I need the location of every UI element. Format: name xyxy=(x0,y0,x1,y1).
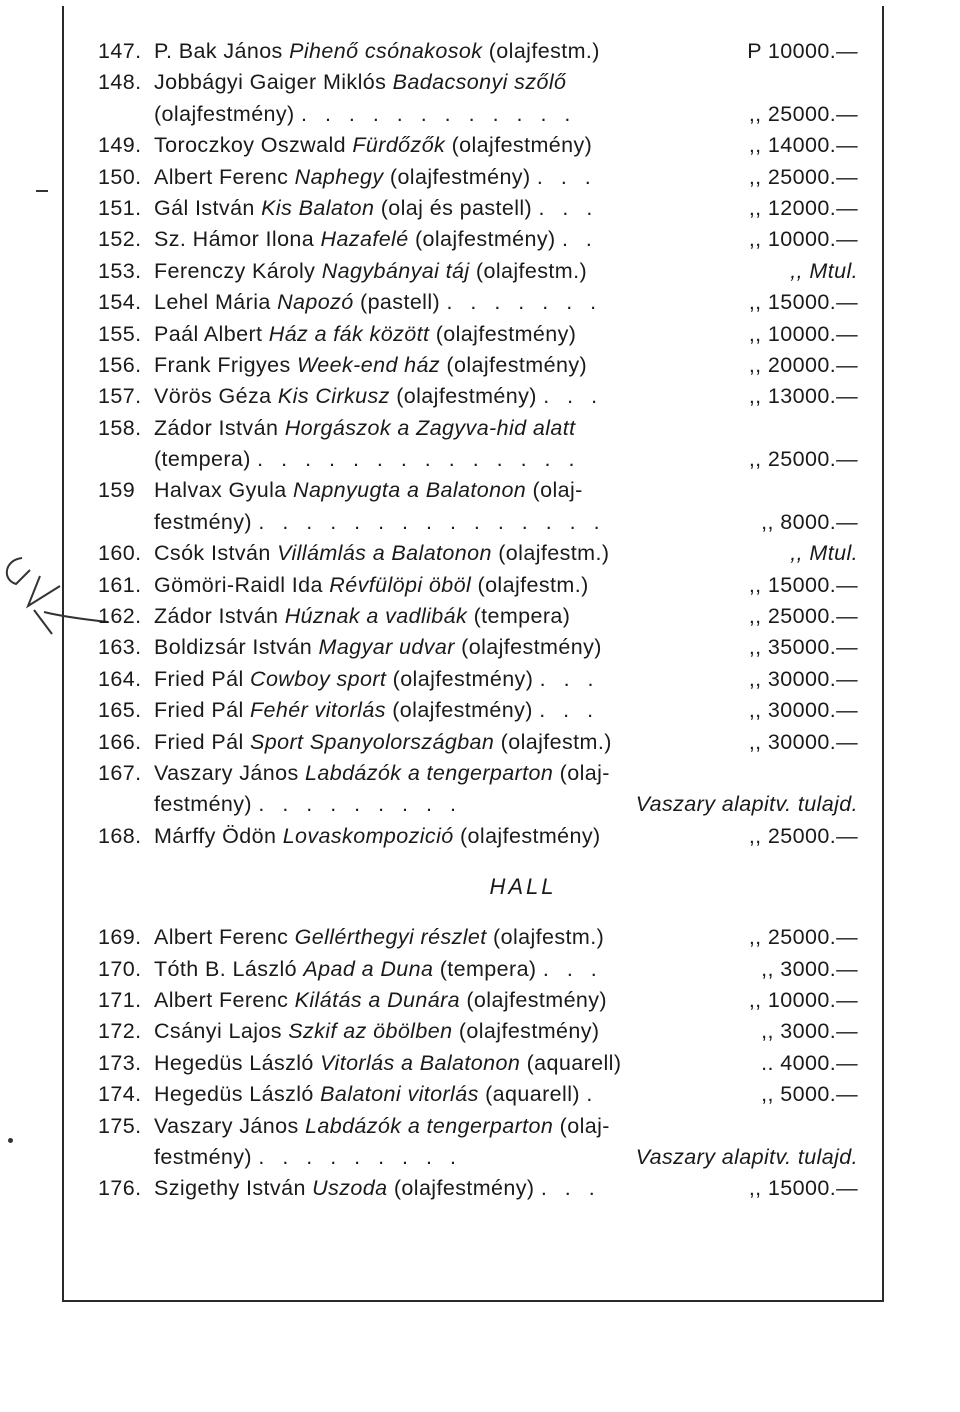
entry-number: 148. xyxy=(98,70,142,95)
entry-line xyxy=(98,350,858,381)
artwork-medium: (olajfestmény) xyxy=(154,101,295,126)
artist-name: Szigethy István xyxy=(154,1176,306,1201)
catalog-entry xyxy=(98,350,858,381)
artist-name: Hegedüs László xyxy=(154,1082,314,1107)
entry-text xyxy=(154,538,858,569)
artist-name: Tóth B. László xyxy=(154,956,298,981)
entry-number: 168. xyxy=(98,823,142,848)
entry-line xyxy=(98,821,858,852)
artwork-title: Fürdőzők xyxy=(352,133,446,158)
artwork-title: Sport Spanyolországban xyxy=(250,729,495,754)
artwork-price: ,, 13000.— xyxy=(745,381,858,412)
leader-dots: . . . xyxy=(538,195,599,220)
artwork-medium: (olajfestmény) xyxy=(446,352,588,377)
entry-line xyxy=(98,130,858,161)
artist-name: Zádor István xyxy=(154,604,279,629)
artwork-title: Kis Balaton xyxy=(261,195,375,220)
artwork-title: Gellérthegyi részlet xyxy=(294,925,487,950)
artwork-price: ,, 15000.— xyxy=(745,287,858,318)
artwork-medium: (pastell) xyxy=(360,290,441,315)
artwork-price: Vaszary alapitv. tulajd. xyxy=(632,789,858,820)
entry-line xyxy=(98,664,858,695)
entry-line xyxy=(98,287,858,318)
entry-line xyxy=(98,954,858,985)
catalog-entry xyxy=(98,821,858,852)
entry-line xyxy=(98,1173,858,1204)
artwork-medium: festmény) xyxy=(154,1144,252,1169)
leader-dots: . . . xyxy=(543,384,604,409)
artwork-medium: (olajfestmény) xyxy=(435,321,577,346)
artwork-title: Nagybányai táj xyxy=(321,258,470,283)
entry-number: 152. xyxy=(98,227,142,252)
entry-text xyxy=(154,1079,858,1110)
artwork-price: ,, 12000.— xyxy=(745,193,858,224)
artwork-price: .. 4000.— xyxy=(757,1048,858,1079)
artwork-title: Ház a fák között xyxy=(268,321,430,346)
artwork-title: Badacsonyi szőlő xyxy=(392,70,567,95)
artwork-price: ,, 30000.— xyxy=(745,664,858,695)
artwork-price: ,, 8000.— xyxy=(757,507,858,538)
artwork-price: ,, Mtul. xyxy=(786,538,858,569)
entry-number: 166. xyxy=(98,729,142,754)
artwork-title: Fehér vitorlás xyxy=(250,698,386,723)
artist-name: Csók István xyxy=(154,541,271,566)
catalog-entry xyxy=(98,922,858,953)
artwork-title: Balatoni vitorlás xyxy=(320,1082,479,1107)
catalog-entry xyxy=(98,1016,858,1047)
entry-line xyxy=(98,758,858,789)
entry-line xyxy=(98,319,858,350)
artist-name: Toroczkoy Oszwald xyxy=(154,133,346,158)
entry-line xyxy=(98,601,858,632)
entry-number: 158. xyxy=(98,415,142,440)
catalog-entry xyxy=(98,538,858,569)
entry-line-continued xyxy=(98,507,858,538)
artwork-price: ,, 10000.— xyxy=(745,224,858,255)
artist-name: P. Bak János xyxy=(154,39,283,63)
artwork-price: ,, 5000.— xyxy=(757,1079,858,1110)
artwork-title: Uszoda xyxy=(312,1176,388,1201)
artwork-title: Pihenő csónakosok xyxy=(289,39,483,63)
entry-line xyxy=(98,475,858,506)
leader-dots: . . . xyxy=(540,1176,601,1201)
entry-text xyxy=(154,507,858,538)
catalog-entry xyxy=(98,413,858,476)
artist-name: Albert Ferenc xyxy=(154,925,289,950)
artwork-price: ,, 15000.— xyxy=(745,570,858,601)
entry-number: 176. xyxy=(98,1176,142,1201)
artwork-price: ,, 10000.— xyxy=(745,985,858,1016)
entry-number: 165. xyxy=(98,698,142,723)
artwork-price: ,, 20000.— xyxy=(745,350,858,381)
entry-line xyxy=(98,224,858,255)
artwork-medium: (olajfestmény) xyxy=(392,666,534,691)
artwork-medium: (olajfestm.) xyxy=(488,39,600,63)
artist-name: Márffy Ödön xyxy=(154,823,277,848)
artwork-medium: (aquarell) xyxy=(485,1082,580,1107)
catalog-entry xyxy=(98,1048,858,1079)
entry-line xyxy=(98,162,858,193)
artwork-medium: (aquarell) xyxy=(526,1050,622,1075)
entry-line xyxy=(98,36,858,67)
entry-line-continued xyxy=(98,789,858,820)
leader-dots: . . . . . . . . . . . . . . . xyxy=(258,509,606,534)
entry-number: 155. xyxy=(98,321,142,346)
leader-dots: . xyxy=(586,1082,599,1107)
artist-name: Zádor István xyxy=(154,415,279,440)
entry-line xyxy=(98,67,858,98)
artwork-price: ,, 30000.— xyxy=(745,695,858,726)
artist-name: Vaszary János xyxy=(154,1113,299,1138)
artwork-price: ,, 35000.— xyxy=(745,632,858,663)
artwork-title: Révfülöpi öböl xyxy=(329,572,472,597)
artwork-medium: (olajfestmény) xyxy=(414,227,556,252)
artist-name: Fried Pál xyxy=(154,666,244,691)
artist-name: Vaszary János xyxy=(154,760,299,785)
entry-number: 175. xyxy=(98,1113,142,1138)
entry-text xyxy=(154,256,858,287)
entry-line xyxy=(98,1048,858,1079)
artist-name: Boldizsár István xyxy=(154,635,313,660)
artist-name: Albert Ferenc xyxy=(154,987,289,1012)
artwork-price: ,, 14000.— xyxy=(745,130,858,161)
entry-line xyxy=(98,695,858,726)
entry-number: 163. xyxy=(98,635,142,660)
entry-number: 150. xyxy=(98,164,142,189)
artist-name: Jobbágyi Gaiger Miklós xyxy=(154,70,387,95)
artwork-price: ,, 25000.— xyxy=(745,444,858,475)
leader-dots: . . xyxy=(561,227,598,252)
artwork-medium: (tempera) xyxy=(439,956,537,981)
artist-name: Frank Frigyes xyxy=(154,352,291,377)
catalog-entry xyxy=(98,695,858,726)
artwork-title: Napozó xyxy=(277,290,354,315)
entry-number: 161. xyxy=(98,572,142,597)
artist-name: Sz. Hámor Ilona xyxy=(154,227,315,252)
artwork-title: Kilátás a Dunára xyxy=(294,987,460,1012)
entry-number: 156. xyxy=(98,352,142,377)
leader-dots: . . . xyxy=(542,956,603,981)
entry-line xyxy=(98,727,858,758)
artist-name: Ferenczy Károly xyxy=(154,258,316,283)
catalog-entry xyxy=(98,381,858,412)
artwork-medium: (olajfestmény) xyxy=(389,164,531,189)
entry-number: 160. xyxy=(98,541,142,566)
artwork-medium: (olaj és pastell) xyxy=(380,195,533,220)
entry-text xyxy=(154,954,858,985)
artwork-price: P 10000.— xyxy=(743,36,858,67)
leader-dots: . . . . . . . . . . . . . . xyxy=(257,447,581,472)
catalog-list xyxy=(98,36,858,1205)
entry-number: 169. xyxy=(98,925,142,950)
catalog-entries-hall xyxy=(98,922,858,1205)
artwork-title: Labdázók a tengerparton xyxy=(305,760,554,785)
artwork-title: Napnyugta a Balatonon xyxy=(293,478,527,503)
entry-line-continued xyxy=(98,444,858,475)
artwork-medium: festmény) xyxy=(154,509,252,534)
entry-line xyxy=(98,381,858,412)
artist-name: Lehel Mária xyxy=(154,290,271,315)
entry-line xyxy=(98,570,858,601)
entry-text xyxy=(154,758,858,789)
entry-line-continued xyxy=(98,99,858,130)
catalog-entry xyxy=(98,224,858,255)
artist-name: Csányi Lajos xyxy=(154,1019,282,1044)
entry-text xyxy=(154,1111,858,1142)
catalog-entry xyxy=(98,1111,858,1174)
leader-dots: . . . xyxy=(539,698,600,723)
margin-dot xyxy=(8,1138,13,1143)
catalog-entry xyxy=(98,570,858,601)
artwork-medium: (olajfestmény) xyxy=(459,823,601,848)
catalog-entry xyxy=(98,475,858,538)
artwork-price: ,, 3000.— xyxy=(757,1016,858,1047)
artist-name: Gál István xyxy=(154,195,255,220)
entry-number: 154. xyxy=(98,290,142,315)
section-heading: HALL xyxy=(489,874,557,900)
catalog-entry xyxy=(98,36,858,67)
entry-text xyxy=(154,1016,858,1047)
entry-line xyxy=(98,1079,858,1110)
catalog-entry xyxy=(98,67,858,130)
leader-dots: . . . . . . . xyxy=(446,290,603,315)
entry-number: 153. xyxy=(98,258,142,283)
entry-number: 171. xyxy=(98,987,142,1012)
artwork-medium: (olajfestmény) xyxy=(396,384,537,409)
artwork-title: Villámlás a Balatonon xyxy=(277,541,492,566)
entry-number: 173. xyxy=(98,1050,142,1075)
artwork-title: Kis Cirkusz xyxy=(277,384,390,409)
catalog-entry xyxy=(98,193,858,224)
artist-name: Hegedüs László xyxy=(154,1050,314,1075)
entry-number: 157. xyxy=(98,384,142,409)
catalog-entry xyxy=(98,985,858,1016)
artwork-title: Lovaskompozició xyxy=(282,823,454,848)
artwork-title: Cowboy sport xyxy=(250,666,387,691)
artist-name: Fried Pál xyxy=(154,698,244,723)
entry-line xyxy=(98,413,858,444)
artwork-price: ,, 25000.— xyxy=(745,99,858,130)
entry-text xyxy=(154,475,858,506)
artwork-medium: (olaj- xyxy=(559,760,610,785)
artwork-medium: (olajfestm.) xyxy=(498,541,610,566)
artwork-medium: festmény) xyxy=(154,792,252,817)
catalog-entry xyxy=(98,727,858,758)
entry-number: 167. xyxy=(98,760,142,785)
entry-number: 151. xyxy=(98,195,142,220)
entry-line xyxy=(98,922,858,953)
entry-line xyxy=(98,256,858,287)
artwork-medium: (olaj- xyxy=(532,478,583,503)
entry-number: 170. xyxy=(98,956,142,981)
catalog-entry xyxy=(98,1079,858,1110)
artwork-price: ,, Mtul. xyxy=(786,256,858,287)
artist-name: Paál Albert xyxy=(154,321,263,346)
artwork-medium: (olajfestm.) xyxy=(477,572,589,597)
artwork-price: ,, 25000.— xyxy=(745,922,858,953)
artwork-medium: (olajfestmény) xyxy=(458,1019,600,1044)
leader-dots: . . . xyxy=(539,666,600,691)
artwork-price: ,, 3000.— xyxy=(757,954,858,985)
entry-line xyxy=(98,538,858,569)
catalog-entry xyxy=(98,319,858,350)
artist-name: Gömöri-Raidl Ida xyxy=(154,572,323,597)
leader-dots: . . . . . . . . . xyxy=(258,792,462,817)
artwork-title: Horgászok a Zagyva-hid alatt xyxy=(284,415,576,440)
artwork-title: Week-end ház xyxy=(297,352,441,377)
catalog-entry xyxy=(98,162,858,193)
artist-name: Albert Ferenc xyxy=(154,164,289,189)
catalog-entry xyxy=(98,1173,858,1204)
leader-dots: . . . . . . . . . . . . xyxy=(301,101,577,126)
entry-number: 164. xyxy=(98,666,142,691)
entry-number: 149. xyxy=(98,133,142,158)
entry-text xyxy=(154,1048,858,1079)
pencil-annotation-mark xyxy=(0,540,110,650)
artwork-price: ,, 25000.— xyxy=(745,601,858,632)
artwork-medium: (olajfestm.) xyxy=(500,729,612,754)
artwork-medium: (olajfestm.) xyxy=(493,925,605,950)
artwork-title: Hazafelé xyxy=(320,227,409,252)
entry-number: 172. xyxy=(98,1019,142,1044)
artwork-medium: (tempera) xyxy=(473,604,571,629)
artwork-title: Szkif az öbölben xyxy=(288,1019,453,1044)
artwork-medium: (olajfestmény) xyxy=(466,987,607,1012)
entry-text xyxy=(154,413,858,444)
artwork-title: Vitorlás a Balatonon xyxy=(320,1050,521,1075)
leader-dots: . . . . . . . . . xyxy=(258,1144,462,1169)
artwork-price: ,, 25000.— xyxy=(745,162,858,193)
artwork-medium: (olajfestmény) xyxy=(451,133,593,158)
entry-line xyxy=(98,1111,858,1142)
entry-line xyxy=(98,985,858,1016)
artwork-price: Vaszary alapitv. tulajd. xyxy=(632,1142,858,1173)
artwork-title: Húznak a vadlibák xyxy=(284,604,468,629)
catalog-entries-main xyxy=(98,36,858,852)
entry-line xyxy=(98,632,858,663)
entry-line xyxy=(98,193,858,224)
artwork-medium: (olajfestmény) xyxy=(393,1176,535,1201)
artwork-medium: (olaj- xyxy=(559,1113,610,1138)
artist-name: Vörös Géza xyxy=(154,384,272,409)
artwork-medium: (tempera) xyxy=(154,447,251,472)
artwork-medium: (olajfestmény) xyxy=(461,635,602,660)
entry-number: 159 xyxy=(98,478,136,503)
artwork-title: Magyar udvar xyxy=(318,635,455,660)
catalog-entry xyxy=(98,256,858,287)
artwork-title: Naphegy xyxy=(294,164,384,189)
leader-dots: . . . xyxy=(536,164,597,189)
entry-number: 147. xyxy=(98,39,142,63)
artist-name: Halvax Gyula xyxy=(154,478,287,503)
catalog-entry xyxy=(98,287,858,318)
artwork-price: ,, 10000.— xyxy=(745,319,858,350)
artwork-price: ,, 15000.— xyxy=(745,1173,858,1204)
catalog-entry xyxy=(98,758,858,821)
artwork-title: Apad a Duna xyxy=(303,956,434,981)
artwork-medium: (olajfestm.) xyxy=(475,258,588,283)
artwork-medium: (olajfestmény) xyxy=(392,698,533,723)
artwork-price: ,, 25000.— xyxy=(745,821,858,852)
entry-text xyxy=(154,67,858,98)
artwork-title: Labdázók a tengerparton xyxy=(305,1113,554,1138)
entry-line-continued xyxy=(98,1142,858,1173)
catalog-entry xyxy=(98,954,858,985)
entry-number: 162. xyxy=(98,604,142,629)
entry-number: 174. xyxy=(98,1082,142,1107)
catalog-entry xyxy=(98,130,858,161)
entry-line xyxy=(98,1016,858,1047)
artwork-price: ,, 30000.— xyxy=(745,727,858,758)
catalog-entry xyxy=(98,632,858,663)
artist-name: Fried Pál xyxy=(154,729,244,754)
margin-dash xyxy=(36,190,48,192)
catalog-entry xyxy=(98,664,858,695)
catalog-entry xyxy=(98,601,858,632)
